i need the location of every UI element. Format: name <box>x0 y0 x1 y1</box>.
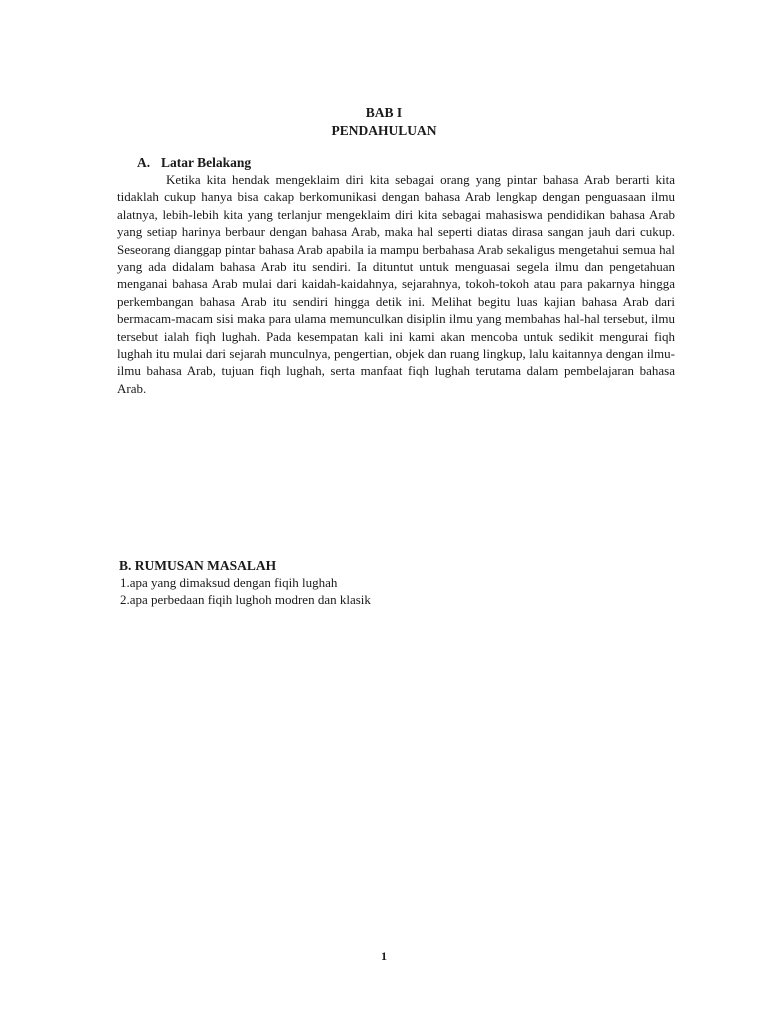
list-item: 1.apa yang dimaksud dengan fiqih lughah <box>120 575 338 590</box>
list-item: 2.apa perbedaan fiqih lughoh modren dan klasik <box>120 592 371 608</box>
chapter-title: PENDAHULUAN <box>331 123 437 138</box>
section-a-heading <box>137 154 251 171</box>
section-a-title: Latar Belakang <box>161 155 252 170</box>
section-a-letter: A. <box>137 155 151 170</box>
page-number: 1 <box>381 949 387 963</box>
section-b-heading: B. RUMUSAN MASALAH <box>119 558 277 573</box>
background-paragraph: Ketika kita hendak mengeklaim diri kita sebagai orang yang pintar bahasa Arab berarti kita tidaklah cukup hanya bisa cakap berkomunikasi dengan bahasa Arab lengkap dengan penguasaan ilmu alatnya, lebih-lebih kita yang terlanjur mengeklaim diri kita sebagai mahasiswa pendidikan bahasa Arab yang setiap harinya berbaur dengan bahasa Arab, maka hal seperti diatas dirasa sangan jauh dari cukup. Seseorang dianggap pintar bahasa Arab apabila ia mampu berbahasa Arab sekaligus mengetahui semua hal yang ada didalam bahasa Arab itu sendiri. Ia dituntut untuk menguasai segela ilmu dan pengetahuan menganai bahasa Arab mulai dari kaidah-kaidahnya, sejarahnya, tokoh-tokoh atau para pakarnya hingga perkembangan bahasa Arab itu sendiri hingga detik ini. Melihat begitu luas kajian bahasa Arab dari bermacam-macam sisi maka para ulama memunculkan disiplin ilmu yang membahas hal-hal tersebut, ilmu tersebut ialah fiqh lughah. Pada kesempatan kali ini kami akan mencoba untuk sedikit mengurai fiqh lughah itu mulai dari sejarah munculnya, pengertian, objek dan ruang lingkup, lalu kaitannya dengan ilmu-ilmu bahasa Arab, tujuan fiqh lughah, serta manfaat fiqh lughah terutama dalam pembelajaran bahasa Arab. <box>117 172 675 396</box>
chapter-number: BAB I <box>365 105 403 120</box>
problem-list <box>120 574 371 609</box>
